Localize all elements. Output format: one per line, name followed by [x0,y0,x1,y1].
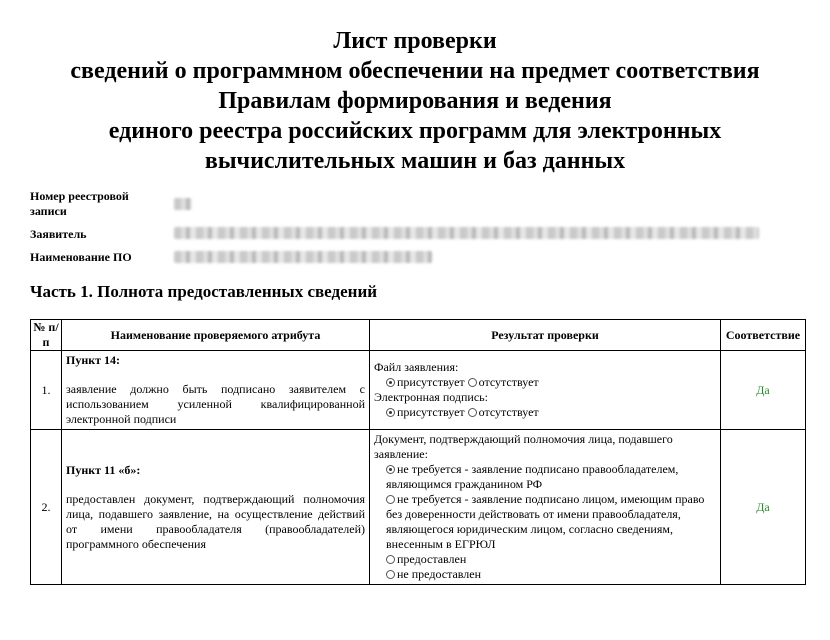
radio-label: отсутствует [478,375,539,389]
check-table [30,319,806,585]
radio-group-signature [374,405,716,420]
radio-option [374,462,716,492]
point-label: Пункт 11 «б»: [66,462,141,477]
title-line: сведений о программном обеспечении на предмет соответствия [70,58,760,84]
radio-absent[interactable] [468,408,477,417]
radio-option [374,552,716,567]
radio-unselected[interactable] [386,495,395,504]
table-header-row [31,320,806,351]
radio-unselected[interactable] [386,570,395,579]
header-compliance: Соответствие [721,320,806,351]
radio-label: не предоставлен [397,567,482,581]
radio-absent[interactable] [468,378,477,387]
radio-selected[interactable] [386,465,395,474]
software-name-label: Наименование ПО [30,250,132,264]
redacted-registry-number [174,198,192,210]
radio-present-selected[interactable] [386,378,395,387]
header-result: Результат проверки [370,320,721,351]
radio-label: присутствует [397,375,465,389]
radio-option [374,567,716,582]
registry-number-label: Номер реестровой записи [30,189,129,218]
compliance-status: Да [721,430,806,585]
applicant-label: Заявитель [30,227,87,241]
radio-label: отсутствует [478,405,539,419]
header-attribute: Наименование проверяемого атрибута [62,320,370,351]
table-row [31,430,806,585]
radio-label: присутствует [397,405,465,419]
radio-label: предоставлен [397,552,467,566]
attribute-text: предоставлен документ, подтверждающий полномочия лица, подавшего заявление, на осуществление действий от имени правообладателя (правообладателей) программного обеспечения [66,491,365,551]
attribute-text: заявление должно быть подписано заявителем с использованием усиленной квалифицированной электронной подписи [66,382,365,426]
attribute-cell [62,430,370,585]
radio-option [374,492,716,552]
redacted-software-name [174,251,432,263]
section-title: Часть 1. Полнота предоставленных сведений [30,282,378,301]
table-row [31,351,806,430]
title-line: единого реестра российских программ для электронных [108,118,722,144]
radio-label: не требуется - заявление подписано правообладателем, являющимся гражданином РФ [386,462,679,491]
row-number: 2. [31,430,62,585]
attribute-cell [62,351,370,430]
result-label: Файл заявления: [374,360,459,374]
radio-label: не требуется - заявление подписано лицом, имеющим право без доверенности действовать от имени правообладателя, являющегося юридическим лицом, согласно сведениям, внесенным в ЕГРЮЛ [386,492,705,551]
result-cell [370,351,721,430]
row-number: 1. [31,351,62,430]
header-num: № п/п [31,320,62,351]
point-label: Пункт 14: [66,353,121,367]
radio-group-file [374,375,716,390]
radio-unselected[interactable] [386,555,395,564]
result-label: Электронная подпись: [374,390,488,404]
radio-present-selected[interactable] [386,408,395,417]
title-line: вычислительных машин и баз данных [204,148,626,174]
title-line: Правилам формирования и ведения [218,88,612,114]
result-cell [370,430,721,585]
document-title [0,26,830,176]
title-line: Лист проверки [333,28,497,54]
compliance-status: Да [721,351,806,430]
redacted-applicant [174,227,759,239]
result-label: Документ, подтверждающий полномочия лица, подавшего заявление: [374,432,673,461]
